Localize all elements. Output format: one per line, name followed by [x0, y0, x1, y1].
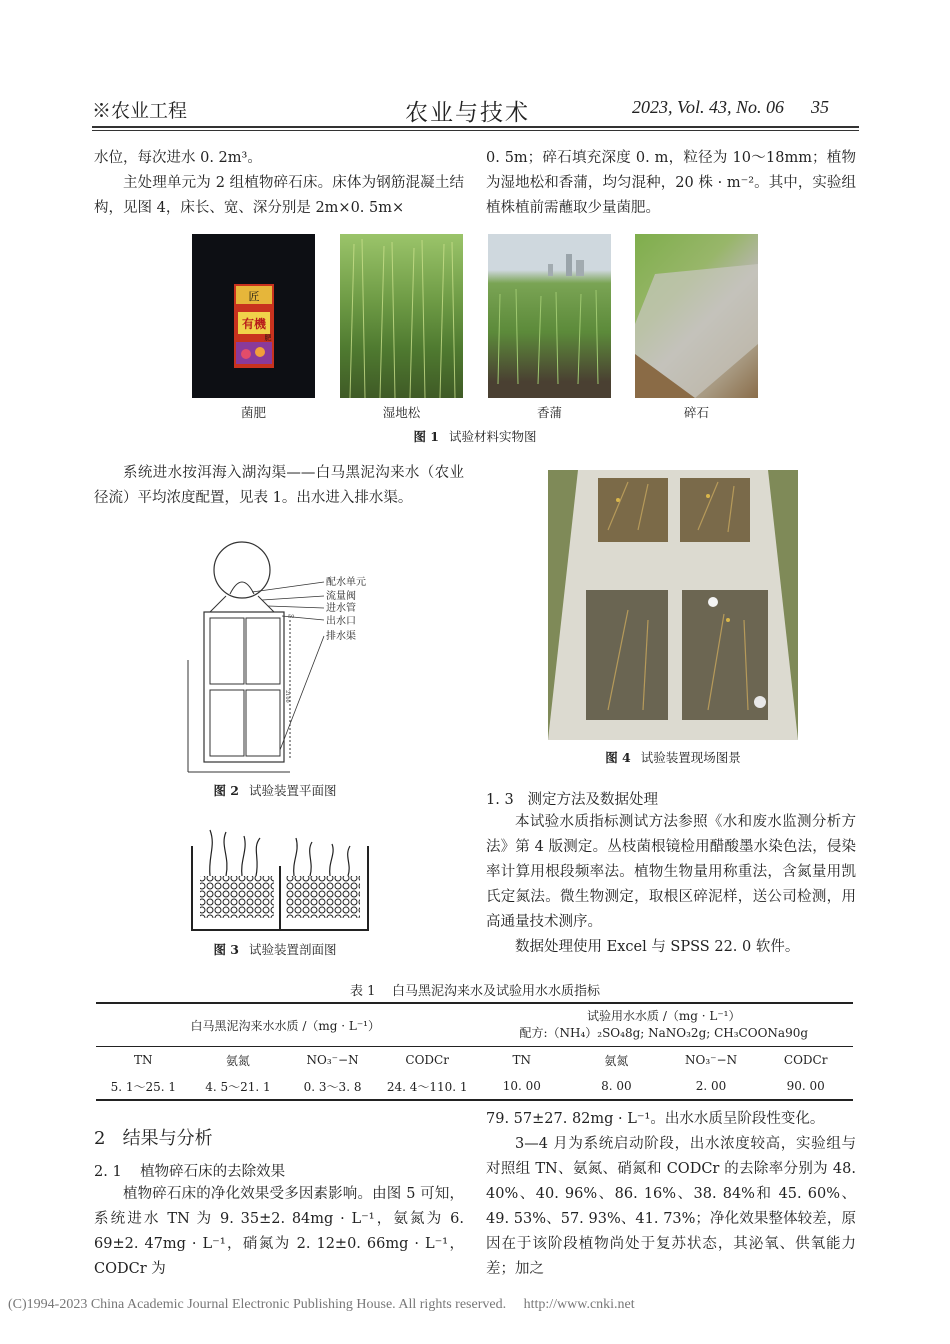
- right-column-top: [486, 146, 856, 221]
- section-2-1-body: [94, 1182, 464, 1282]
- fig2-caption-text: 试验装置平面图: [249, 783, 337, 798]
- left-column-mid: [94, 461, 464, 511]
- journal-title: 农业与技术: [405, 100, 530, 126]
- left-column-top: [94, 146, 464, 221]
- header-rule: [92, 126, 859, 131]
- table-header-cell: CODCr: [783, 1053, 828, 1067]
- fig1-caption-num: 图 1: [413, 429, 440, 444]
- gravel-photo: [635, 234, 758, 398]
- table-group-header: 白马黑泥沟来水水质 /（mg · L⁻¹）: [190, 1018, 380, 1033]
- header-section-label: ※农业工程: [92, 100, 188, 122]
- paragraph: 系统进水按洱海入湖沟渠——白马黑泥沟来水（农业径流）平均浓度配置，见表 1。出水进入排水渠。: [94, 465, 464, 506]
- table-cell: 5. 1～25. 1: [110, 1079, 177, 1094]
- fig4-caption-num: 图 4: [605, 750, 631, 765]
- fig4-caption: [548, 748, 798, 766]
- copyright-footer: (C)1994-2023 China Academic Journal Electronic Publishing House. All rights reserved. http://www.cnki.net: [8, 1297, 635, 1312]
- text-line: 79. 57±27. 82mg · L⁻¹。出水水质呈阶段性变化。: [486, 1111, 825, 1127]
- fig1-label: 碎石: [683, 405, 709, 420]
- fig1-label: 香蒲: [536, 405, 562, 420]
- table-cell: 0. 3～3. 8: [303, 1079, 362, 1094]
- callout-label: 出水口: [326, 616, 356, 627]
- table-header-cell: 氨氮: [604, 1053, 629, 1068]
- fertilizer-photo: [192, 234, 315, 398]
- section-2-title: 2 结果与分析: [94, 1128, 213, 1149]
- fig1-caption: [300, 427, 650, 445]
- table-group-header-line: 配方:（NH₄）₂SO₄8g; NaNO₃2g; CH₃COONa90g: [519, 1026, 809, 1040]
- fig1-caption-text: 试验材料实物图: [449, 429, 537, 444]
- section-1-3-title: 1. 3 测定方法及数据处理: [486, 792, 658, 808]
- fig4-caption-text: 试验装置现场图景: [640, 750, 741, 765]
- gravel-illustration: [635, 234, 758, 398]
- section-2-1-title: 2. 1 植物碎石床的去除效果: [94, 1164, 286, 1180]
- water-quality-table: [96, 1002, 853, 1101]
- fig2-caption: [160, 781, 390, 799]
- cattail-photo: [488, 234, 611, 398]
- table-header-cell: NO₃⁻−N: [306, 1053, 359, 1067]
- bag-text: 匠: [248, 290, 260, 303]
- table-header-cell: TN: [512, 1053, 532, 1067]
- bag-text: 有機: [241, 317, 267, 331]
- callout-label: 排水渠: [326, 631, 356, 642]
- fig3-caption-num: 图 3: [213, 942, 240, 957]
- paragraph: 植物碎石床的净化效果受多因素影响。由图 5 可知，系统进水 TN 为 9. 35±2. 84mg · L⁻¹，氨氮为 6. 69±2. 47mg · L⁻¹，硝氮为 2. 12±0. 66mg · L⁻¹，CODCr 为: [94, 1186, 464, 1277]
- cattail-illustration: [488, 234, 611, 398]
- paragraph: 3—4 月为系统启动阶段，出水浓度较高，实验组与对照组 TN、氨氮、硝氮和 CODCr 的去除率分别为 48. 40%、40. 96%、86. 16%、38. 84%和 45. 60%、49. 53%、57. 93%、41. 73%；净化效果整体较差，原因在于该阶段植物尚处于复苏状态，其泌氧、供氧能力差；加之: [486, 1136, 856, 1277]
- seedlings-illustration: [340, 234, 463, 398]
- fertilizer-bag-illustration: [192, 234, 315, 398]
- site-photo: [548, 470, 798, 740]
- bag-text: 肥: [264, 334, 272, 342]
- paragraph: 0. 5m；碎石填充深度 0. m，粒径为 10～18mm；植物为湿地松和香蒲，均匀混种，20 株 · m⁻²。其中，实验组植株植前需蘸取少量菌肥。: [486, 150, 856, 216]
- callout-label: 流量阀: [326, 591, 356, 602]
- fig1-label: 菌肥: [240, 405, 266, 420]
- section-diagram: [190, 826, 370, 934]
- table-group-header-line: 试验用水水质 /（mg · L⁻¹）: [587, 1009, 741, 1023]
- paragraph: 主处理单元为 2 组植物碎石床。床体为钢筋混凝土结构，见图 4，床长、宽、深分别是 2m×0. 5m×: [94, 175, 464, 216]
- paragraph: 本试验水质指标测试方法参照《水和废水监测分析方法》第 4 版测定。丛枝菌根镜检用醋酸墨水染色法，侵染率计算用根段频率法。植物生物量用称重法，含氮量用凯氏定氮法。微生物测定，取根区碎泥样，送公司检测，用高通量技术测序。: [486, 814, 856, 930]
- table1-caption: 表 1 白马黑泥沟来水及试验用水水质指标: [350, 984, 600, 999]
- pine-photo: [340, 234, 463, 398]
- section-1-3-body: [486, 810, 856, 960]
- table-group-header: [475, 1003, 854, 1047]
- table-cell: 2. 00: [695, 1079, 727, 1093]
- table-cell: 10. 00: [502, 1079, 541, 1093]
- fig3-caption: [160, 940, 390, 958]
- table-cell: 90. 00: [786, 1079, 825, 1093]
- table-cell: 8. 00: [601, 1079, 632, 1093]
- issue-and-page: 2023, Vol. 43, No. 06 35: [632, 97, 830, 117]
- table-cell: 4. 5～21. 1: [205, 1079, 271, 1094]
- callout-label: 进水管: [326, 603, 356, 614]
- table-header-cell: 氨氮: [225, 1053, 250, 1068]
- paragraph: 数据处理使用 Excel 与 SPSS 22. 0 软件。: [515, 939, 800, 955]
- fig2-caption-num: 图 2: [213, 783, 240, 798]
- table-header-cell: TN: [134, 1053, 153, 1067]
- text-line: 水位，每次进水 0. 2m³。: [94, 150, 262, 166]
- site-illustration: [548, 470, 798, 740]
- table-header-cell: NO₃⁻−N: [685, 1053, 738, 1067]
- table-cell: 24. 4～110. 1: [386, 1079, 468, 1094]
- dim-label: 2100: [284, 690, 290, 703]
- fig3-caption-text: 试验装置剖面图: [249, 942, 337, 957]
- plan-diagram: [182, 540, 382, 780]
- table-header-cell: CODCr: [405, 1053, 449, 1067]
- dim-label: 50: [288, 614, 295, 620]
- right-column-bottom: [486, 1107, 856, 1282]
- callout-label: 配水单元: [326, 577, 366, 588]
- fig1-label: 湿地松: [382, 405, 421, 420]
